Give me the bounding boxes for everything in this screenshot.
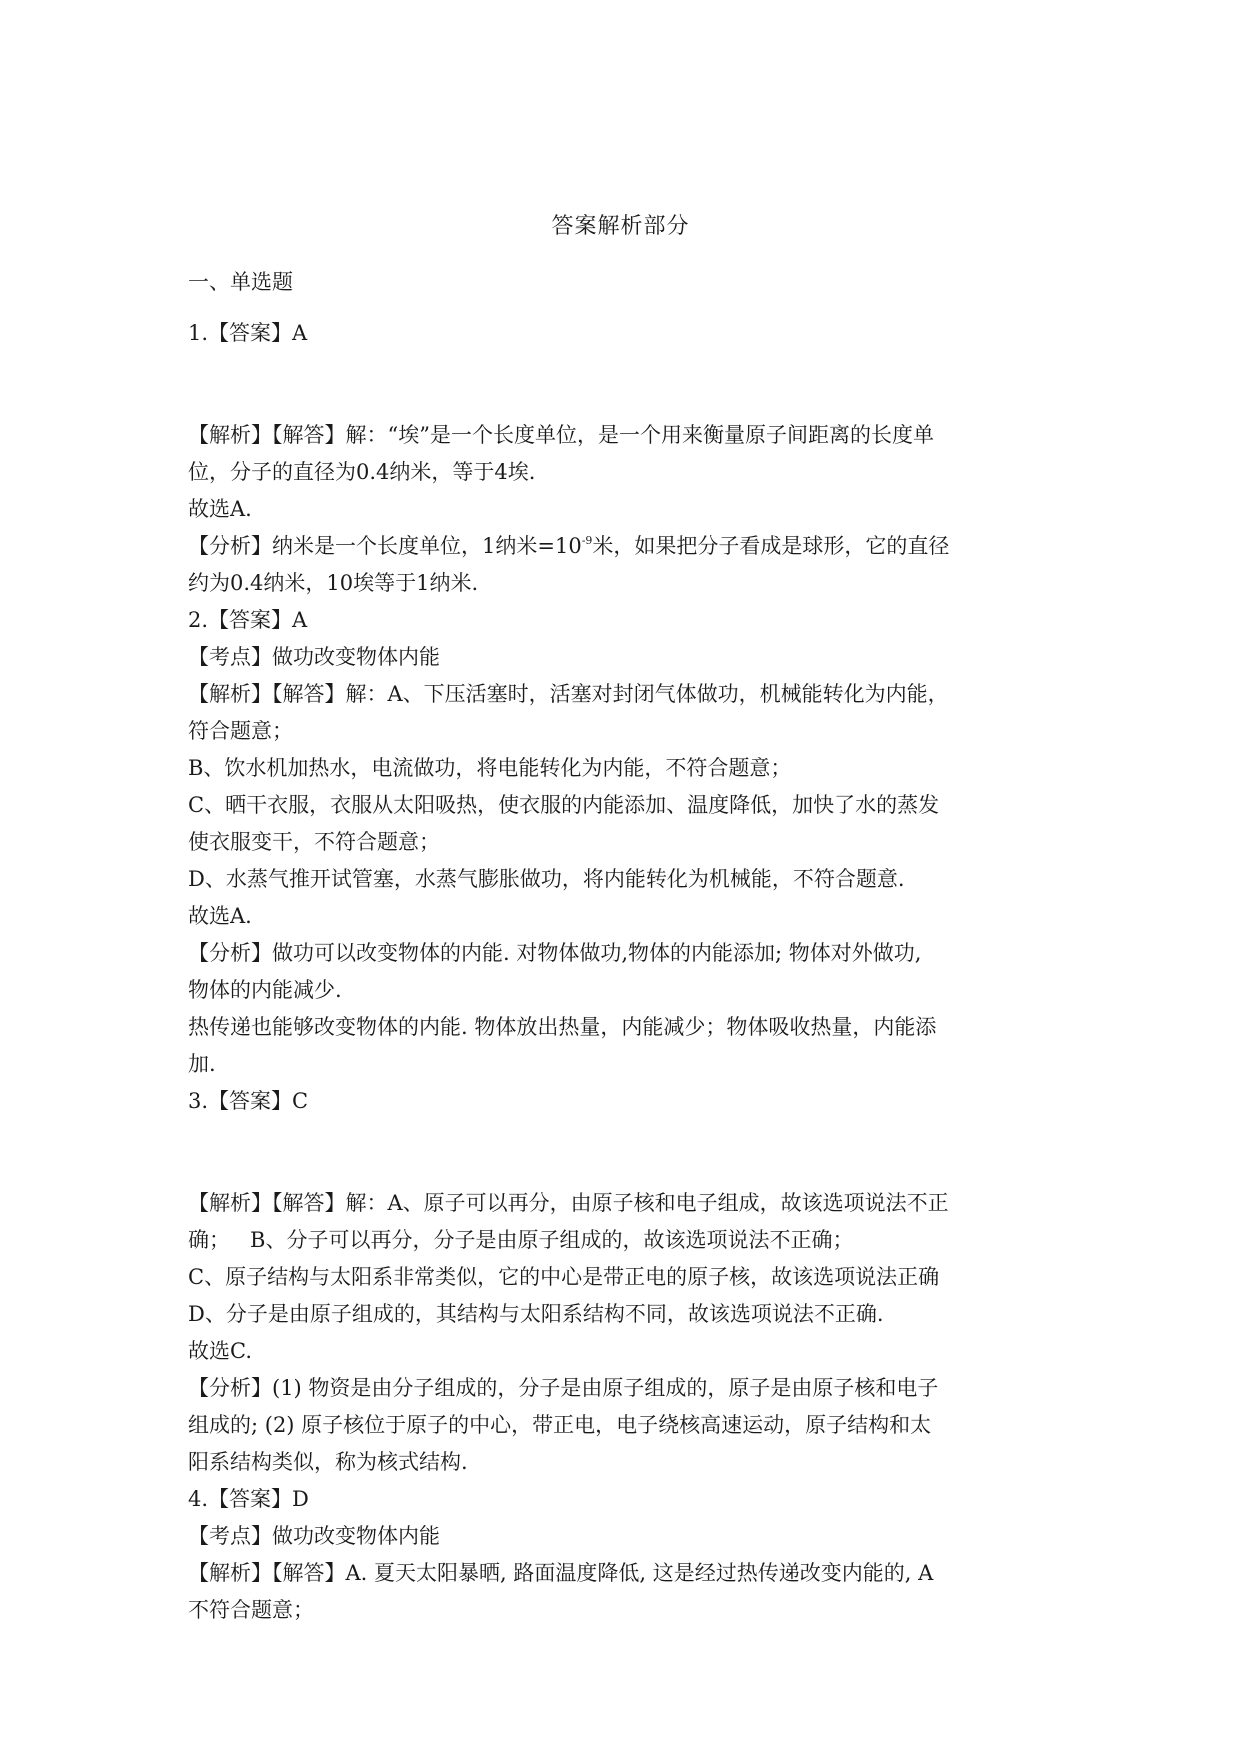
q2-option-d: D、水蒸气推开试管塞，水蒸气膨胀做功，将内能转化为机械能，不符合题意. [188,867,905,891]
q1-analysis-line-1: 【解析】【解答】解：“埃”是一个长度单位，是一个用来衡量原子间距离的长度单 [188,423,934,447]
q1-analysis-line-2: 位，分子的直径为0.4纳米，等于4埃. [188,460,536,484]
q2-analysis-line-1: 【解析】【解答】解：A、下压活塞时，活塞对封闭气体做功，机械能转化为内能， [188,682,949,706]
q1-note-text-b: 米，如果把分子看成是球形，它的直径 [592,534,950,558]
q3-spacer [188,1134,1088,1171]
q3-analysis-line-1: 【解析】【解答】解：A、原子可以再分，由原子核和电子组成，故该选项说法不正 [188,1191,949,1215]
q2-option-c-line-1: C、晒干衣服，衣服从太阳吸热，使衣服的内能添加、温度降低，加快了水的蒸发 [188,793,940,817]
q3-choose: 故选C. [188,1339,252,1363]
q4-point: 【考点】做功改变物体内能 [188,1524,440,1548]
q3-analysis-line-2: 确； B、分子可以再分，分子是由原子组成的，故该选项说法不正确； [188,1228,854,1252]
q2-answer: 2.【答案】A [188,608,308,632]
q1-note-line-1 [188,528,1088,565]
q2-point: 【考点】做功改变物体内能 [188,645,440,669]
q1-note-text-a: 【分析】纳米是一个长度单位，1纳米=10 [188,534,582,558]
q4-analysis-line-1: 【解析】【解答】A. 夏天太阳暴晒, 路面温度降低, 这是经过热传递改变内能的, A [188,1561,934,1585]
q4-analysis-line-2: 不符合题意； [188,1598,314,1622]
q2-choose: 故选A. [188,904,252,928]
q2-note-line-1: 【分析】做功可以改变物体的内能. 对物体做功,物体的内能添加; 物体对外做功, [188,941,922,965]
q1-spacer [188,366,1088,403]
page-title: 答案解析部分 [551,214,690,239]
section-heading: 一、单选题 [188,270,293,294]
q1-choose: 故选A. [188,497,252,521]
q2-note-line-4: 加. [188,1052,216,1076]
q2-note-line-3: 热传递也能够改变物体的内能. 物体放出热量，内能减少；物体吸收热量，内能添 [188,1015,937,1039]
q4-answer: 4.【答案】D [188,1487,309,1511]
q2-analysis-line-2: 符合题意； [188,719,293,743]
q2-option-c-line-2: 使衣服变干，不符合题意； [188,830,440,854]
document-body [188,264,1088,1629]
q1-note-line-2: 约为0.4纳米，10埃等于1纳米. [188,571,479,595]
q3-answer: 3.【答案】C [188,1089,309,1113]
q3-note-line-1: 【分析】(1) 物资是由分子组成的，分子是由原子组成的，原子是由原子核和电子 [188,1376,939,1400]
q1-note-exponent: -9 [581,534,593,547]
q2-note-line-2: 物体的内能减少. [188,978,342,1002]
q3-option-d: D、分子是由原子组成的，其结构与太阳系结构不同，故该选项说法不正确. [188,1302,884,1326]
q3-option-c: C、原子结构与太阳系非常类似，它的中心是带正电的原子核，故该选项说法正确 [188,1265,940,1289]
q3-note-line-2: 组成的; (2) 原子核位于原子的中心，带正电，电子绕核高速运动，原子结构和太 [188,1413,932,1437]
q1-answer: 1.【答案】A [188,321,308,345]
q2-option-b: B、饮水机加热水，电流做功，将电能转化为内能，不符合题意； [188,756,792,780]
q3-note-line-3: 阳系结构类似，称为核式结构. [188,1450,468,1474]
